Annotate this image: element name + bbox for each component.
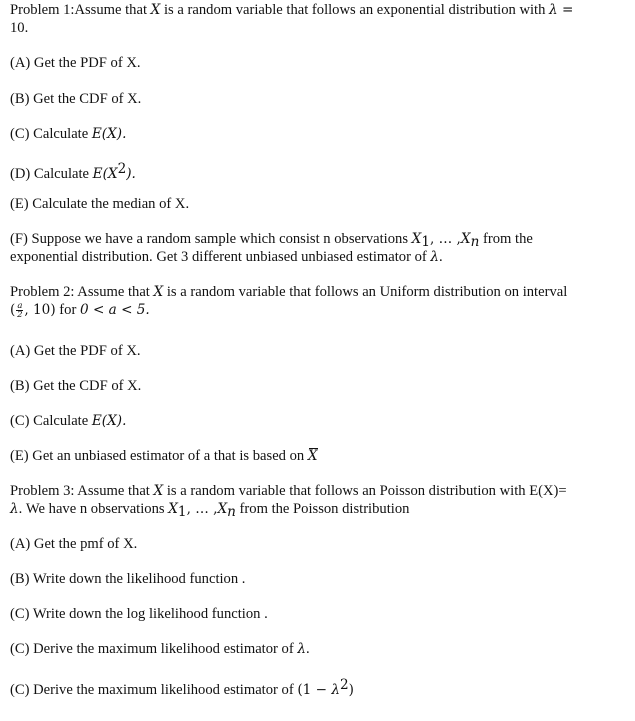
- problem3-lambda: λ: [10, 501, 19, 517]
- problem2-part-b-text: (B) Get the CDF of X.: [10, 378, 142, 394]
- problem3-part-a-text: (A) Get the pmf of X.: [10, 536, 138, 552]
- problem1-intro-text-cont: is a random variable that follows an exponential distribution with: [160, 2, 550, 18]
- problem1-intro-line1: [10, 1, 573, 19]
- problem1-part-d: [10, 160, 136, 183]
- problem1-part-a-text: (A) Get the PDF of X.: [10, 55, 141, 71]
- problem2-part-c: [10, 412, 126, 430]
- problem3-x1: X: [168, 501, 178, 517]
- problem1-part-f-line2: [10, 248, 443, 266]
- problem1-lambda: λ: [549, 2, 558, 18]
- problem2-part-b: [10, 377, 141, 395]
- problem3-part-a: [10, 535, 137, 553]
- problem1-part-b-text: (B) Get the CDF of X.: [10, 91, 142, 107]
- problem2-part-a-text: (A) Get the PDF of X.: [10, 343, 141, 359]
- problem2-fraction-numerator: a: [17, 301, 23, 312]
- problem2-interval-fraction: [16, 302, 23, 319]
- problem1-part-f-lambda: λ: [430, 249, 440, 265]
- problem3-part-c3-math-open: (1 −: [297, 682, 332, 698]
- problem1-intro-text: Problem 1:Assume that: [10, 2, 151, 18]
- problem3-part-c2-lambda: λ: [297, 641, 306, 657]
- problem1-var-x: X: [150, 2, 161, 18]
- problem1-part-f-xn: X: [460, 231, 471, 247]
- problem2-part-e: [10, 447, 318, 465]
- problem1-intro-line2: [10, 19, 28, 37]
- problem1-part-f-text-cont: from the: [479, 231, 533, 247]
- problem2-interval-open: (: [10, 302, 16, 318]
- problem1-part-d-label: (D) Calculate: [10, 166, 93, 182]
- problem1-part-e: [10, 195, 189, 213]
- problem3-subn: n: [227, 504, 236, 520]
- problem1-part-f-subn: n: [470, 234, 480, 250]
- problem3-part-c1-text: (C) Write down the log likelihood function .: [10, 606, 268, 622]
- problem2-for-word: for: [55, 302, 80, 318]
- problem1-part-d-math-close: ).: [126, 166, 136, 182]
- problem3-intro-line2: [10, 500, 409, 521]
- problem1-part-f-x1: X: [411, 231, 422, 247]
- problem2-part-e-text: (E) Get an unbiased estimator of a that is based on: [10, 448, 308, 464]
- problem3-part-c3-exponent: 2: [339, 677, 349, 693]
- problem1-part-b: [10, 90, 141, 108]
- problem3-part-c2: [10, 640, 310, 658]
- problem2-intro-text-cont: is a random variable that follows an Uniform distribution on interval: [163, 284, 568, 300]
- problem2-fraction-denominator: 2: [17, 310, 23, 321]
- problem1-part-e-text: (E) Calculate the median of X.: [10, 196, 190, 212]
- problem3-part-c3-math-close: ): [348, 682, 354, 698]
- problem2-interval-rest: , 10): [24, 302, 56, 318]
- problem1-part-f-line2-text: exponential distribution. Get 3 different unbiased unbiased estimator of: [10, 249, 431, 265]
- problem1-part-c: [10, 125, 126, 143]
- problem3-part-c2-text: (C) Derive the maximum likelihood estimator of: [10, 641, 298, 657]
- problem2-condition: 0 < a < 5.: [79, 302, 150, 318]
- problem1-equals: =: [557, 2, 574, 18]
- problem3-part-c3-lambda: λ: [331, 682, 340, 698]
- problem3-intro-text-cont: is a random variable that follows an Poisson distribution with E(X)=: [163, 483, 567, 499]
- problem1-part-f-text: (F) Suppose we have a random sample which consist n observations: [10, 231, 412, 247]
- problem2-intro-line1: [10, 283, 567, 301]
- problem3-xn: X: [217, 501, 228, 517]
- problem1-part-c-label: (C) Calculate: [10, 126, 92, 142]
- problem2-part-c-math: E(X).: [91, 413, 127, 429]
- problem2-xbar: X: [307, 448, 318, 464]
- problem1-part-c-math: E(X).: [91, 126, 127, 142]
- problem3-intro-text: Problem 3: Assume that: [10, 483, 154, 499]
- problem2-part-c-label: (C) Calculate: [10, 413, 92, 429]
- problem2-var-x: X: [153, 284, 164, 300]
- problem3-sub1: 1: [177, 504, 187, 520]
- problem3-part-b: [10, 570, 245, 588]
- problem3-part-c3-text: (C) Derive the maximum likelihood estimator of: [10, 682, 298, 698]
- problem3-observations-text: . We have n observations: [18, 501, 169, 517]
- problem3-part-c3: [10, 676, 354, 699]
- problem2-intro-line2: [10, 301, 150, 319]
- problem1-part-d-exponent: 2: [117, 161, 127, 177]
- problem1-lambda-value: 10.: [10, 20, 29, 36]
- problem3-intro-line2-cont: from the Poisson distribution: [235, 501, 410, 517]
- problem1-part-d-math: E(X: [92, 166, 118, 182]
- problem3-part-c1: [10, 605, 268, 623]
- problem3-part-b-text: (B) Write down the likelihood function .: [10, 571, 246, 587]
- problem3-part-c2-period: .: [305, 641, 310, 657]
- problem1-part-a: [10, 54, 141, 72]
- problem3-intro-line1: [10, 482, 567, 500]
- problem1-part-f-sub1: 1: [421, 234, 430, 250]
- problem1-part-f-dots: , … ,: [430, 231, 461, 247]
- problem3-var-x: X: [153, 483, 164, 499]
- problem2-part-a: [10, 342, 141, 360]
- problem2-intro-text: Problem 2: Assume that: [10, 284, 154, 300]
- problem3-dots: , … ,: [186, 501, 218, 517]
- problem1-part-f-period: .: [439, 249, 443, 265]
